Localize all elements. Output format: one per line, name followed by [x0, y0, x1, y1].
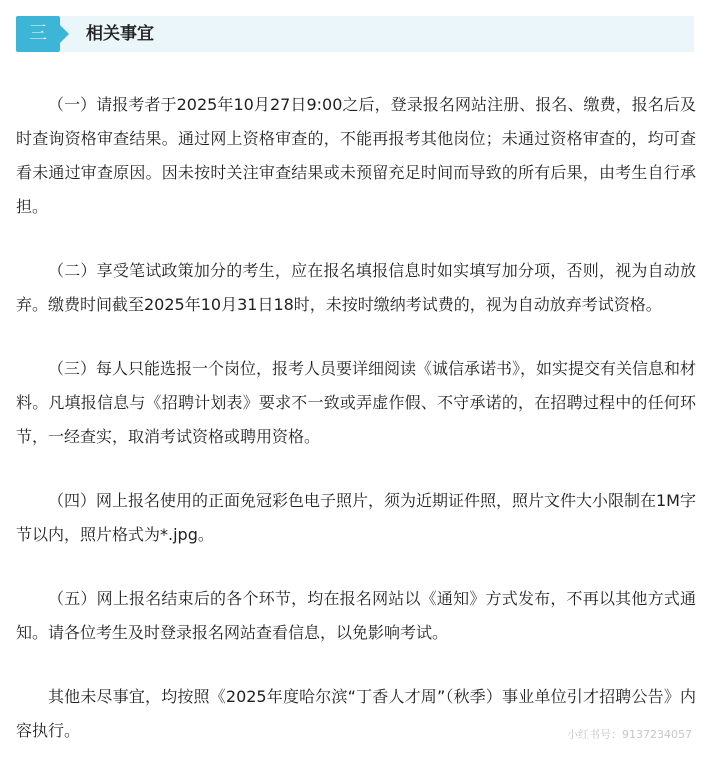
- paragraph-2: （二）享受笔试政策加分的考生，应在报名填报信息时如实填写加分项，否则，视为自动放弃。缴费时间截至2025年10月31日18时，未按时缴纳考试费的，视为自动放弃考试资格。: [16, 261, 696, 314]
- paragraph-3: （三）每人只能选报一个岗位，报考人员要详细阅读《诚信承诺书》，如实提交有关信息和材料。凡填报信息与《招聘计划表》要求不一致或弄虚作假、不守承诺的，在招聘过程中的任何环节，一经查实，取消考试资格或聘用资格。: [16, 359, 697, 446]
- paragraph-1: （一）请报考者于2025年10月27日9:00之后，登录报名网站注册、报名、缴费，报名后及时查询资格审查结果。通过网上资格审查的，不能再报考其他岗位；未通过资格审查的，均可查看未通过审查原因。因未按时关注审查结果或未预留充足时间而导致的所有后果，由考生自行承担。: [16, 95, 696, 216]
- watermark: 小红书号：9137234057: [567, 728, 692, 741]
- section-number: 三: [29, 23, 47, 44]
- paragraph-5: （五）网上报名结束后的各个环节，均在报名网站以《通知》方式发布，不再以其他方式通知。请各位考生及时登录报名网站查看信息，以免影响考试。: [16, 589, 696, 642]
- section-number-badge: [16, 16, 60, 52]
- paragraph-6: 其他未尽事宜，均按照《2025年度哈尔滨“丁香人才周”（秋季）事业单位引才招聘公告》内容执行。: [16, 687, 696, 740]
- badge-arrow-icon: [60, 25, 69, 43]
- paragraph-4: （四）网上报名使用的正面免冠彩色电子照片，须为近期证件照，照片文件大小限制在1M字节以内，照片格式为*.jpg。: [16, 491, 696, 544]
- article-body: [16, 88, 696, 778]
- section-title: 相关事宜: [86, 24, 154, 44]
- section-header: [16, 16, 694, 52]
